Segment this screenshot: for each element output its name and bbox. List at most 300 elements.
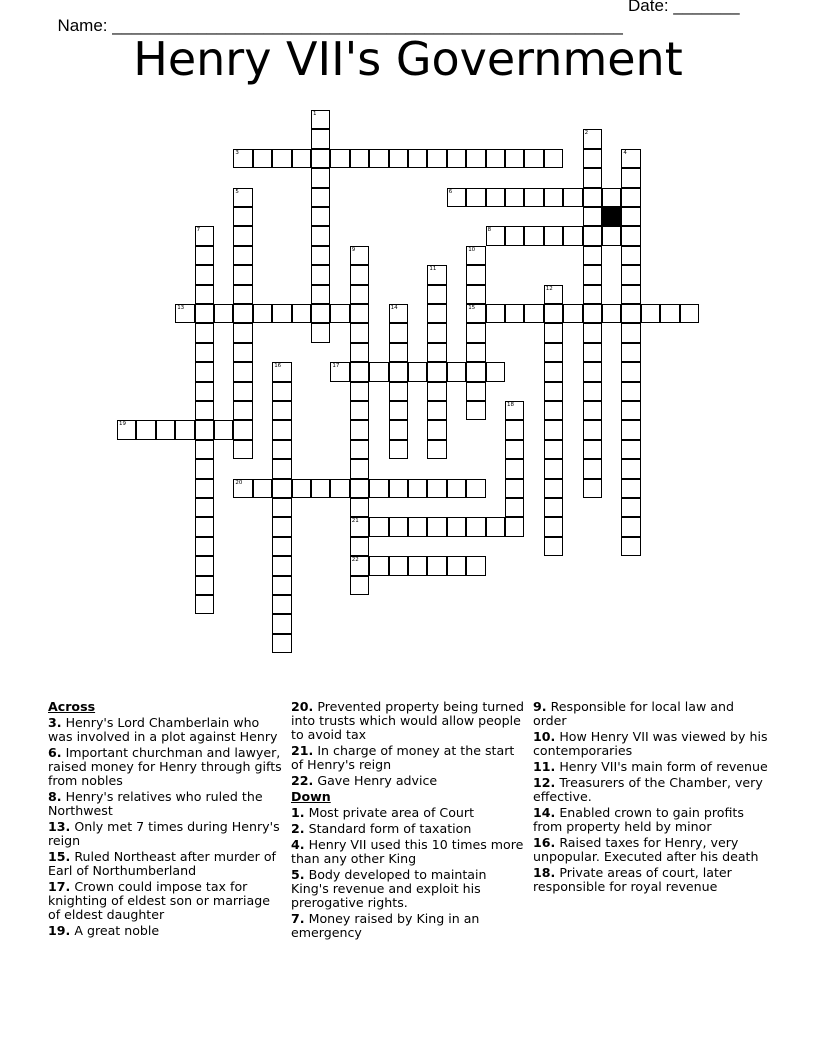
grid-cell[interactable] (505, 149, 524, 168)
grid-cell[interactable] (195, 304, 214, 323)
grid-cell[interactable] (389, 420, 408, 439)
grid-cell[interactable] (253, 304, 272, 323)
grid-cell[interactable] (544, 517, 563, 536)
grid-cell[interactable] (621, 517, 640, 536)
grid-cell[interactable] (272, 479, 291, 498)
grid-cell[interactable] (214, 420, 233, 439)
grid-cell[interactable] (427, 420, 446, 439)
grid-cell[interactable] (466, 517, 485, 536)
grid-cell[interactable] (311, 304, 330, 323)
grid-cell[interactable] (427, 479, 446, 498)
clue-text: Henry VII's main form of revenue (559, 759, 768, 774)
grid-cell[interactable] (505, 517, 524, 536)
grid-cell[interactable] (389, 323, 408, 342)
grid-cell[interactable] (389, 556, 408, 575)
grid-cell[interactable] (311, 265, 330, 284)
grid-cell[interactable] (233, 343, 252, 362)
clue-text: Henry's relatives who ruled the Northwest (48, 789, 263, 818)
grid-cell[interactable] (427, 382, 446, 401)
grid-cell[interactable] (621, 149, 640, 168)
clue-text: Responsible for local law and order (533, 699, 734, 728)
grid-cell[interactable] (427, 265, 446, 284)
grid-cell[interactable] (583, 265, 602, 284)
grid-cell[interactable] (195, 265, 214, 284)
grid-cell[interactable] (350, 149, 369, 168)
grid-cell[interactable] (233, 188, 252, 207)
grid-cell[interactable] (544, 498, 563, 517)
clue-number-label: 10 (468, 246, 476, 253)
clue-number: 1. (291, 805, 305, 820)
grid-cell[interactable] (544, 149, 563, 168)
grid-cell[interactable] (486, 362, 505, 381)
grid-cell[interactable] (311, 149, 330, 168)
grid-cell[interactable] (350, 246, 369, 265)
grid-cell[interactable] (583, 168, 602, 187)
grid-cell[interactable] (544, 459, 563, 478)
grid-cell[interactable] (427, 517, 446, 536)
grid-cell[interactable] (272, 537, 291, 556)
grid-cell[interactable] (389, 401, 408, 420)
grid-cell[interactable] (466, 265, 485, 284)
grid-cell[interactable] (583, 343, 602, 362)
grid-cell[interactable] (272, 576, 291, 595)
grid-cell[interactable] (350, 440, 369, 459)
grid-cell[interactable] (330, 362, 349, 381)
grid-cell[interactable] (427, 285, 446, 304)
clue-number-label: 8 (487, 227, 492, 234)
clue-down-1 (291, 806, 527, 820)
grid-cell[interactable] (195, 401, 214, 420)
grid-cell[interactable] (311, 188, 330, 207)
grid-cell[interactable] (175, 304, 194, 323)
grid-cell[interactable] (195, 576, 214, 595)
grid-cell[interactable] (466, 323, 485, 342)
grid-cell[interactable] (583, 440, 602, 459)
grid-cell[interactable] (427, 440, 446, 459)
grid-cell[interactable] (583, 382, 602, 401)
grid-cell[interactable] (466, 401, 485, 420)
grid-cell[interactable] (505, 498, 524, 517)
grid-cell[interactable] (330, 479, 349, 498)
grid-cell[interactable] (136, 420, 155, 439)
clue-number-label: 12 (545, 285, 553, 292)
clue-number: 17. (48, 879, 71, 894)
clue-number: 14. (533, 805, 556, 820)
grid-cell[interactable] (544, 401, 563, 420)
grid-cell[interactable] (233, 401, 252, 420)
grid-cell[interactable] (544, 479, 563, 498)
clue-number-label: 21 (351, 518, 359, 525)
grid-cell[interactable] (195, 479, 214, 498)
grid-cell[interactable] (544, 304, 563, 323)
grid-cell[interactable] (621, 226, 640, 245)
grid-cell[interactable] (350, 420, 369, 439)
grid-cell[interactable] (583, 188, 602, 207)
grid-cell[interactable] (292, 304, 311, 323)
grid-cell[interactable] (272, 401, 291, 420)
grid-cell[interactable] (680, 304, 699, 323)
grid-cell[interactable] (583, 285, 602, 304)
grid-cell[interactable] (621, 168, 640, 187)
grid-cell[interactable] (427, 401, 446, 420)
grid-cell[interactable] (583, 129, 602, 148)
grid-cell[interactable] (156, 420, 175, 439)
grid-cell[interactable] (544, 420, 563, 439)
grid-cell[interactable] (427, 362, 446, 381)
grid-cell[interactable] (311, 479, 330, 498)
grid-cell[interactable] (389, 479, 408, 498)
grid-cell[interactable] (233, 304, 252, 323)
grid-cell[interactable] (583, 420, 602, 439)
clue-number: 4. (291, 837, 305, 852)
grid-cell[interactable] (350, 304, 369, 323)
grid-cell[interactable] (311, 285, 330, 304)
grid-cell[interactable] (563, 226, 582, 245)
grid-cell[interactable] (602, 304, 621, 323)
grid-cell[interactable] (447, 362, 466, 381)
grid-cell[interactable] (427, 323, 446, 342)
grid-cell[interactable] (486, 517, 505, 536)
clues-column-3 (533, 700, 769, 896)
grid-cell[interactable] (195, 343, 214, 362)
grid-cell[interactable] (311, 246, 330, 265)
grid-cell[interactable] (505, 401, 524, 420)
grid-cell[interactable] (660, 304, 679, 323)
grid-cell[interactable] (272, 382, 291, 401)
grid-cell[interactable] (389, 517, 408, 536)
grid-cell[interactable] (544, 440, 563, 459)
grid-cell[interactable] (466, 246, 485, 265)
grid-cell[interactable] (447, 517, 466, 536)
grid-cell[interactable] (583, 323, 602, 342)
grid-cell[interactable] (195, 285, 214, 304)
grid-cell[interactable] (544, 226, 563, 245)
grid-cell[interactable] (583, 149, 602, 168)
clue-number-label: 3 (235, 149, 239, 156)
grid-cell[interactable] (389, 440, 408, 459)
clue-number: 5. (291, 867, 305, 882)
grid-cell[interactable] (563, 188, 582, 207)
date-field[interactable]: Date: _______ (628, 0, 740, 15)
grid-cell[interactable] (195, 440, 214, 459)
grid-cell[interactable] (466, 304, 485, 323)
grid-cell[interactable] (621, 440, 640, 459)
grid-cell[interactable] (466, 479, 485, 498)
clue-text: Raised taxes for Henry, very unpopular. Executed after his death (533, 835, 759, 864)
grid-cell[interactable] (621, 420, 640, 439)
grid-cell[interactable] (195, 498, 214, 517)
grid-cell[interactable] (583, 459, 602, 478)
grid-cell[interactable] (544, 382, 563, 401)
grid-cell[interactable] (117, 420, 136, 439)
grid-cell[interactable] (233, 382, 252, 401)
clue-text: Ruled Northeast after murder of Earl of Northumberland (48, 849, 276, 878)
grid-cell[interactable] (524, 304, 543, 323)
clue-down-2 (291, 822, 527, 836)
clue-number: 22. (291, 773, 314, 788)
clue-text: In charge of money at the start of Henry's reign (291, 743, 515, 772)
clue-number-label: 22 (351, 557, 359, 564)
grid-cell[interactable] (311, 226, 330, 245)
grid-cell[interactable] (233, 265, 252, 284)
grid-cell[interactable] (195, 595, 214, 614)
grid-cell[interactable] (427, 149, 446, 168)
grid-cell[interactable] (389, 362, 408, 381)
grid-cell[interactable] (369, 149, 388, 168)
grid-cell[interactable] (447, 479, 466, 498)
clue-across-22 (291, 774, 527, 788)
clue-number: 16. (533, 835, 556, 850)
grid-cell[interactable] (195, 226, 214, 245)
grid-cell[interactable] (466, 362, 485, 381)
grid-cell[interactable] (486, 149, 505, 168)
grid-cell[interactable] (466, 382, 485, 401)
grid-cell[interactable] (505, 188, 524, 207)
grid-cell[interactable] (583, 226, 602, 245)
clue-number: 15. (48, 849, 71, 864)
grid-cell[interactable] (253, 479, 272, 498)
grid-cell[interactable] (350, 556, 369, 575)
grid-cell[interactable] (544, 362, 563, 381)
grid-cell[interactable] (233, 226, 252, 245)
clue-number-label: 5 (235, 188, 239, 195)
grid-cell[interactable] (272, 595, 291, 614)
grid-cell[interactable] (408, 479, 427, 498)
grid-cell[interactable] (233, 246, 252, 265)
grid-cell[interactable] (233, 149, 252, 168)
grid-cell[interactable] (427, 556, 446, 575)
grid-cell[interactable] (583, 246, 602, 265)
grid-cell[interactable] (272, 459, 291, 478)
clue-number: 11. (533, 759, 556, 774)
grid-cell[interactable] (408, 517, 427, 536)
grid-cell[interactable] (350, 285, 369, 304)
grid-cell[interactable] (292, 149, 311, 168)
grid-cell[interactable] (621, 459, 640, 478)
clue-number: 2. (291, 821, 305, 836)
grid-cell[interactable] (350, 576, 369, 595)
grid-cell[interactable] (621, 188, 640, 207)
grid-cell[interactable] (233, 207, 252, 226)
grid-cell[interactable] (466, 285, 485, 304)
grid-cell[interactable] (408, 362, 427, 381)
grid-cell[interactable] (350, 323, 369, 342)
clue-text: Gave Henry advice (317, 773, 438, 788)
grid-cell[interactable] (505, 226, 524, 245)
grid-cell[interactable] (272, 362, 291, 381)
grid-cell[interactable] (330, 304, 349, 323)
grid-cell[interactable] (272, 517, 291, 536)
grid-cell[interactable] (350, 401, 369, 420)
grid-cell[interactable] (544, 285, 563, 304)
grid-cell[interactable] (544, 323, 563, 342)
clue-across-21 (291, 744, 527, 772)
clue-text: Crown could impose tax for knighting of eldest son or marriage of eldest daughter (48, 879, 271, 922)
grid-cell[interactable] (195, 420, 214, 439)
grid-cell[interactable] (233, 420, 252, 439)
clue-text: Henry VII used this 10 times more than any other King (291, 837, 524, 866)
grid-cell[interactable] (195, 246, 214, 265)
grid-cell[interactable] (350, 343, 369, 362)
clue-text: Prevented property being turned into trusts which would allow people to avoid tax (291, 699, 524, 742)
grid-cell[interactable] (350, 537, 369, 556)
across-heading: Across (48, 699, 96, 714)
grid-cell[interactable] (486, 304, 505, 323)
grid-cell[interactable] (563, 304, 582, 323)
grid-cell[interactable] (195, 517, 214, 536)
clue-across-15 (48, 850, 284, 878)
grid-cell[interactable] (505, 479, 524, 498)
grid-cell[interactable] (408, 556, 427, 575)
grid-cell[interactable] (350, 265, 369, 284)
grid-cell[interactable] (311, 323, 330, 342)
grid-cell[interactable] (369, 479, 388, 498)
grid-cell[interactable] (602, 226, 621, 245)
clue-text: How Henry VII was viewed by his contemporaries (533, 729, 768, 758)
clue-text: Private areas of court, later responsible for royal revenue (533, 865, 732, 894)
grid-cell[interactable] (621, 343, 640, 362)
grid-cell[interactable] (621, 246, 640, 265)
grid-cell[interactable] (583, 207, 602, 226)
grid-cell[interactable] (621, 479, 640, 498)
grid-cell[interactable] (524, 226, 543, 245)
grid-cell[interactable] (447, 556, 466, 575)
grid-cell[interactable] (621, 401, 640, 420)
clue-number: 9. (533, 699, 547, 714)
clue-number: 12. (533, 775, 556, 790)
grid-cell[interactable] (272, 556, 291, 575)
grid-cell[interactable] (214, 304, 233, 323)
grid-cell[interactable] (505, 420, 524, 439)
grid-cell[interactable] (195, 323, 214, 342)
grid-cell[interactable] (195, 459, 214, 478)
clue-number: 3. (48, 715, 62, 730)
grid-cell[interactable] (427, 343, 446, 362)
grid-cell[interactable] (583, 401, 602, 420)
grid-cell[interactable] (583, 304, 602, 323)
grid-cell[interactable] (369, 556, 388, 575)
grid-cell[interactable] (350, 362, 369, 381)
grid-cell[interactable] (621, 498, 640, 517)
grid-cell[interactable] (369, 362, 388, 381)
grid-cell[interactable] (272, 614, 291, 633)
grid-cell[interactable] (621, 304, 640, 323)
grid-cell[interactable] (233, 362, 252, 381)
grid-cell[interactable] (369, 517, 388, 536)
grid-cell[interactable] (524, 188, 543, 207)
grid-cell[interactable] (583, 479, 602, 498)
grid-cell[interactable] (311, 129, 330, 148)
grid-cell[interactable] (272, 498, 291, 517)
grid-cell[interactable] (427, 304, 446, 323)
grid-cell[interactable] (447, 149, 466, 168)
clues-column-2 (291, 700, 527, 942)
grid-cell[interactable] (311, 168, 330, 187)
grid-cell[interactable] (272, 634, 291, 653)
clue-number-label: 17 (332, 363, 340, 370)
grid-cell[interactable] (330, 149, 349, 168)
grid-cell[interactable] (195, 382, 214, 401)
grid-cell[interactable] (233, 323, 252, 342)
grid-cell[interactable] (621, 265, 640, 284)
grid-cell[interactable] (389, 343, 408, 362)
grid-cell[interactable] (621, 285, 640, 304)
grid-cell[interactable] (505, 440, 524, 459)
grid-cell[interactable] (233, 479, 252, 498)
grid-cell[interactable] (544, 188, 563, 207)
grid-cell[interactable] (544, 537, 563, 556)
grid-cell[interactable] (486, 226, 505, 245)
grid-cell[interactable] (195, 537, 214, 556)
grid-cell[interactable] (466, 149, 485, 168)
grid-cell[interactable] (389, 382, 408, 401)
grid-cell[interactable] (272, 420, 291, 439)
grid-cell[interactable] (447, 188, 466, 207)
grid-cell[interactable] (466, 343, 485, 362)
grid-cell[interactable] (505, 304, 524, 323)
grid-cell[interactable] (350, 459, 369, 478)
grid-cell[interactable] (389, 149, 408, 168)
clue-across-6 (48, 746, 284, 788)
grid-cell[interactable] (486, 188, 505, 207)
grid-cell[interactable] (621, 362, 640, 381)
clue-number-label: 9 (351, 246, 356, 253)
grid-cell[interactable] (505, 459, 524, 478)
grid-cell[interactable] (233, 440, 252, 459)
grid-cell[interactable] (311, 110, 330, 129)
clue-down-14 (533, 806, 769, 834)
clue-number-label: 6 (448, 188, 453, 195)
clue-text: Most private area of Court (308, 805, 475, 820)
grid-cell[interactable] (272, 440, 291, 459)
grid-cell[interactable] (195, 556, 214, 575)
grid-cell[interactable] (524, 149, 543, 168)
grid-cell[interactable] (292, 479, 311, 498)
grid-cell[interactable] (311, 207, 330, 226)
grid-cell[interactable] (253, 149, 272, 168)
clue-down-11 (533, 760, 769, 774)
name-field[interactable]: Name: ______________________________________________________ (57, 16, 623, 35)
grid-cell[interactable] (350, 498, 369, 517)
grid-cell[interactable] (175, 420, 194, 439)
grid-cell[interactable] (641, 304, 660, 323)
grid-cell[interactable] (389, 304, 408, 323)
clue-number: 10. (533, 729, 556, 744)
grid-cell[interactable] (621, 537, 640, 556)
grid-cell[interactable] (408, 149, 427, 168)
clue-across-8 (48, 790, 284, 818)
grid-cell[interactable] (195, 362, 214, 381)
clue-number-label: 2 (584, 130, 589, 137)
grid-cell[interactable] (466, 556, 485, 575)
clue-text: Treasurers of the Chamber, very effective. (533, 775, 763, 804)
grid-cell[interactable] (583, 362, 602, 381)
clue-text: Enabled crown to gain profits from property held by minor (533, 805, 744, 834)
grid-cell[interactable] (602, 188, 621, 207)
grid-cell[interactable] (350, 382, 369, 401)
grid-cell[interactable] (272, 149, 291, 168)
grid-cell[interactable] (272, 304, 291, 323)
grid-cell[interactable] (621, 323, 640, 342)
grid-cell[interactable] (233, 285, 252, 304)
grid-cell[interactable] (350, 479, 369, 498)
grid-cell[interactable] (466, 188, 485, 207)
grid-cell[interactable] (544, 343, 563, 362)
grid-cell[interactable] (621, 207, 640, 226)
grid-cell[interactable] (350, 517, 369, 536)
grid-cell[interactable] (621, 382, 640, 401)
clue-text: Standard form of taxation (308, 821, 472, 836)
